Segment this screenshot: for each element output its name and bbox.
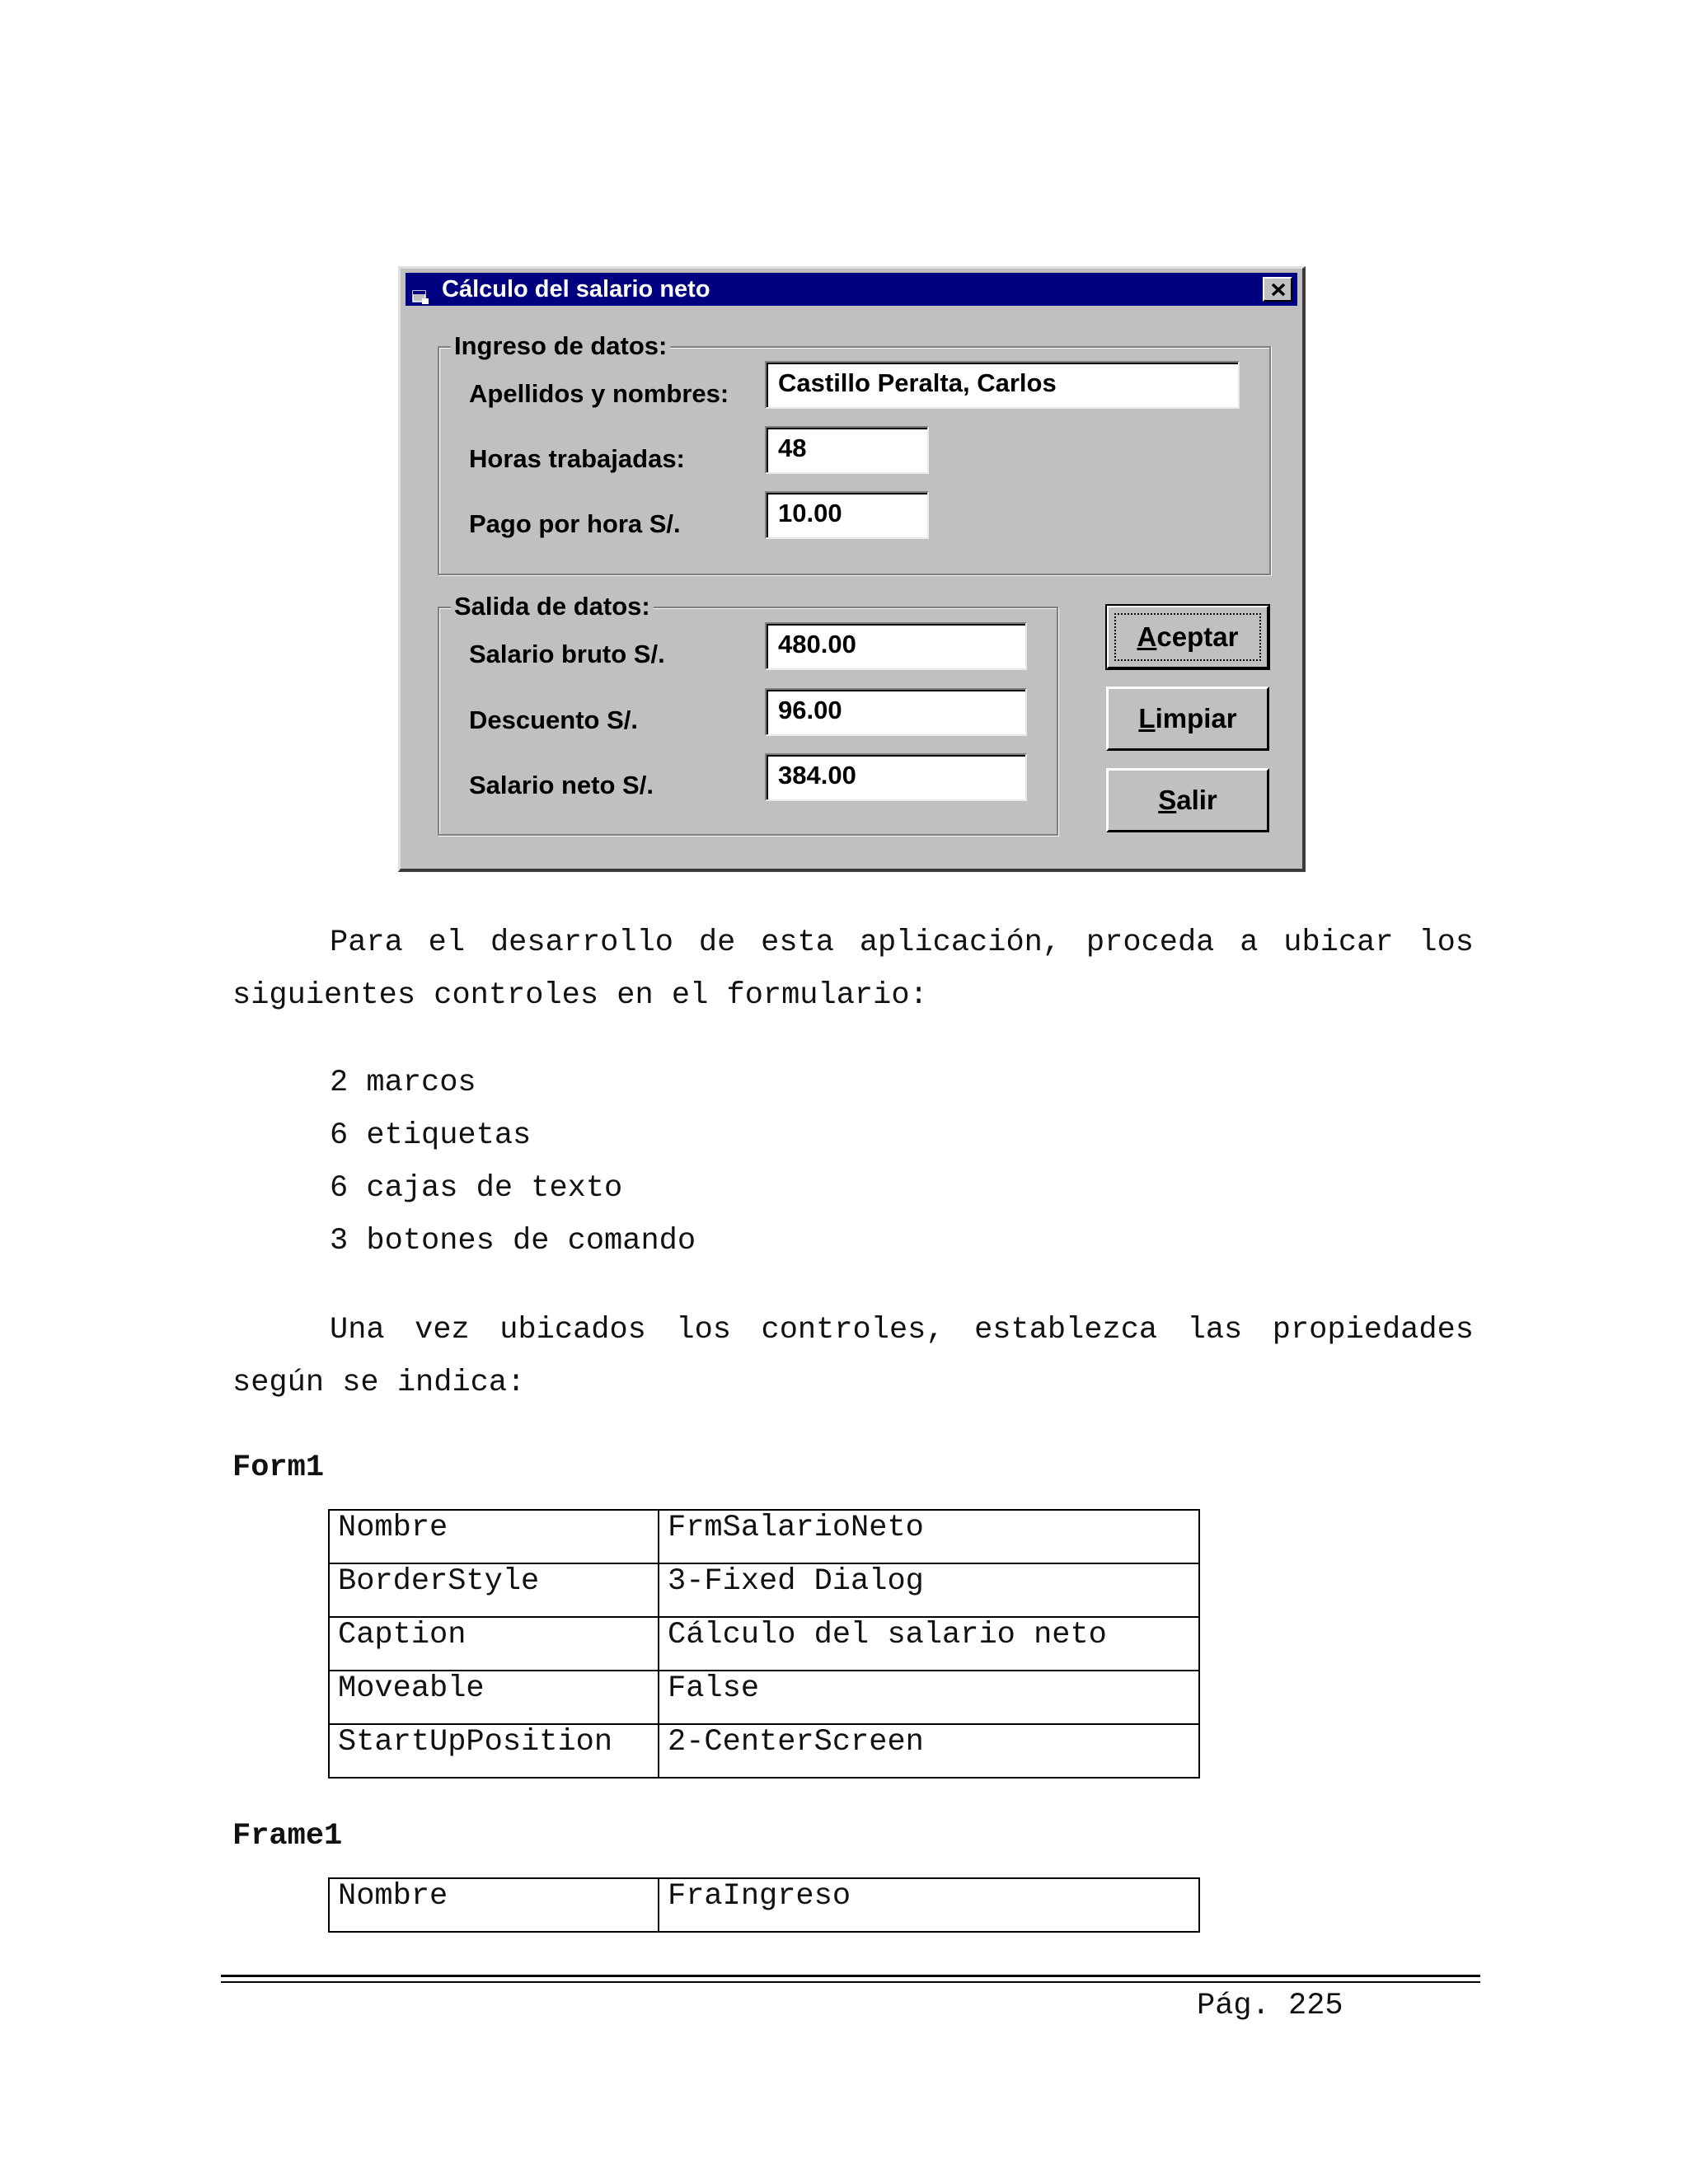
table-row [329, 1563, 1199, 1617]
limpiar-button[interactable] [1106, 687, 1269, 751]
salario-neto-output[interactable]: 384.00 [765, 753, 1027, 801]
property-name: Nombre [329, 1878, 659, 1932]
salir-button[interactable] [1106, 768, 1269, 832]
list-item: 3 botones de comando [330, 1224, 696, 1258]
nombres-input[interactable]: Castillo Peralta, Carlos [765, 361, 1240, 409]
label-horas: Horas trabajadas: [469, 444, 685, 473]
form-icon [412, 281, 430, 298]
property-value: FraIngreso [659, 1878, 1199, 1932]
horas-input[interactable]: 48 [765, 426, 929, 474]
table-row [329, 1671, 1199, 1724]
pago-hora-input[interactable]: 10.00 [765, 491, 929, 539]
table-row [329, 1724, 1199, 1778]
salir-label: alir [1176, 785, 1217, 815]
salir-mnemonic: S [1158, 785, 1177, 815]
label-salario-bruto: Salario bruto S/. [469, 640, 665, 668]
frame1-properties-table [328, 1877, 1200, 1933]
aceptar-button[interactable] [1106, 605, 1269, 669]
label-pago-hora: Pago por hora S/. [469, 509, 681, 538]
limpiar-label: impiar [1155, 703, 1237, 733]
property-name: StartUpPosition [329, 1724, 659, 1778]
frame-output-caption: Salida de datos: [451, 592, 654, 621]
property-value: FrmSalarioNeto [659, 1510, 1199, 1563]
aceptar-mnemonic: A [1137, 621, 1157, 652]
page-number: Pág. 225 [1197, 1989, 1343, 2023]
label-nombres: Apellidos y nombres: [469, 379, 729, 408]
paragraph-properties [232, 1304, 1493, 1409]
descuento-output[interactable]: 96.00 [765, 688, 1027, 736]
dialog-window [398, 266, 1306, 872]
property-value: 3-Fixed Dialog [659, 1563, 1199, 1617]
salario-bruto-output[interactable]: 480.00 [765, 622, 1027, 670]
label-salario-neto: Salario neto S/. [469, 771, 654, 799]
controls-list [330, 1057, 696, 1268]
property-name: Moveable [329, 1671, 659, 1724]
list-item: 6 cajas de texto [330, 1171, 623, 1206]
footer-rule [221, 1975, 1480, 1977]
close-button[interactable] [1263, 277, 1292, 302]
property-value: Cálculo del salario neto [659, 1617, 1199, 1671]
limpiar-mnemonic: L [1138, 703, 1156, 733]
label-descuento: Descuento S/. [469, 705, 638, 734]
close-icon [1270, 283, 1287, 297]
table-row [329, 1510, 1199, 1563]
paragraph-intro-text: Para el desarrollo de esta aplicación, proceda a ubicar los siguientes controles en el formulario: [232, 926, 1493, 1013]
form1-heading: Form1 [232, 1451, 325, 1485]
aceptar-label: ceptar [1156, 621, 1239, 652]
table-row [329, 1878, 1199, 1932]
paragraph-intro [232, 916, 1493, 1022]
property-name: BorderStyle [329, 1563, 659, 1617]
property-value: False [659, 1671, 1199, 1724]
window-title: Cálculo del salario neto [442, 276, 710, 302]
paragraph-properties-text: Una vez ubicados los controles, establezca las propiedades según se indica: [232, 1313, 1493, 1400]
property-name: Nombre [329, 1510, 659, 1563]
form1-properties-table [328, 1509, 1200, 1779]
frame-input-caption: Ingreso de datos: [451, 331, 670, 361]
table-row [329, 1617, 1199, 1671]
title-bar[interactable] [406, 273, 1297, 306]
list-item: 2 marcos [330, 1066, 476, 1100]
frame1-heading: Frame1 [232, 1819, 343, 1854]
list-item: 6 etiquetas [330, 1118, 532, 1153]
property-name: Caption [329, 1617, 659, 1671]
property-value: 2-CenterScreen [659, 1724, 1199, 1778]
